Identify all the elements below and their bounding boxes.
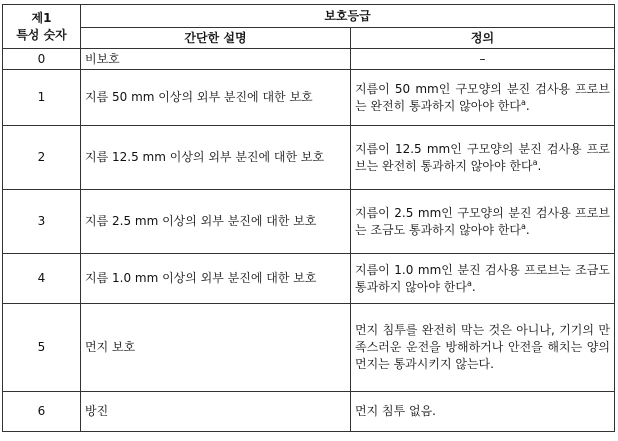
row-digit: 4: [3, 254, 81, 304]
row-definition: –: [351, 49, 615, 70]
row-definition-end: .: [471, 279, 476, 294]
header-row-1: [3, 5, 615, 28]
footnote-marker: a: [532, 157, 538, 167]
row-digit: 2: [3, 126, 81, 190]
row-digit: 5: [3, 304, 81, 392]
row-digit: 3: [3, 190, 81, 254]
table-row: [3, 254, 615, 304]
footnote-marker: a: [466, 278, 472, 288]
row-definition: [351, 126, 615, 190]
row-description: 지름 12.5 mm 이상의 외부 분진에 대한 보호: [81, 126, 351, 190]
header-definition: 정의: [351, 28, 615, 49]
header-row-2: [3, 28, 615, 49]
row-definition: [351, 190, 615, 254]
table-row: [3, 49, 615, 70]
row-digit: 1: [3, 70, 81, 126]
table-row: [3, 70, 615, 126]
row-definition-end: .: [525, 98, 530, 113]
row-description: 먼지 보호: [81, 304, 351, 392]
header-first-digit-line1: 제1: [31, 10, 52, 25]
row-description: 비보호: [81, 49, 351, 70]
row-description: 지름 2.5 mm 이상의 외부 분진에 대한 보호: [81, 190, 351, 254]
row-definition-text: 지름이 2.5 mm인 구모양의 분진 검사용 프로브는 조금도 통과하지 않아야 한다: [355, 205, 610, 237]
row-definition-end: .: [537, 158, 542, 173]
row-definition-end: .: [525, 222, 530, 237]
header-first-digit-line2: 특성 숫자: [16, 27, 67, 42]
row-description: 지름 50 mm 이상의 외부 분진에 대한 보호: [81, 70, 351, 126]
table-row: [3, 304, 615, 392]
table-row: [3, 392, 615, 432]
header-protection-level: 보호등급: [81, 5, 615, 28]
header-first-digit: [3, 5, 81, 49]
row-definition-text: 지름이 50 mm인 구모양의 분진 검사용 프로브는 완전히 통과하지 않아야 한다: [355, 81, 610, 113]
ip-protection-table: [2, 4, 615, 432]
footnote-marker: a: [520, 97, 526, 107]
row-digit: 0: [3, 49, 81, 70]
footnote-marker: a: [520, 221, 526, 231]
row-digit: 6: [3, 392, 81, 432]
row-description: 방진: [81, 392, 351, 432]
row-description: 지름 1.0 mm 이상의 외부 분진에 대한 보호: [81, 254, 351, 304]
table-row: [3, 190, 615, 254]
header-short-description: 간단한 설명: [81, 28, 351, 49]
row-definition: [351, 254, 615, 304]
row-definition: 먼지 침투 없음.: [351, 392, 615, 432]
row-definition: 먼지 침투를 완전히 막는 것은 아니나, 기기의 만족스러운 운전을 방해하거나 안전을 해치는 양의 먼지는 통과시키지 않는다.: [351, 304, 615, 392]
row-definition-text: 지름이 1.0 mm인 분진 검사용 프로브는 조금도 통과하지 않아야 한다: [355, 262, 610, 294]
table-row: [3, 126, 615, 190]
row-definition: [351, 70, 615, 126]
row-definition-text: 지름이 12.5 mm인 구모양의 분진 검사용 프로브는 완전히 통과하지 않아야 한다: [355, 141, 610, 173]
